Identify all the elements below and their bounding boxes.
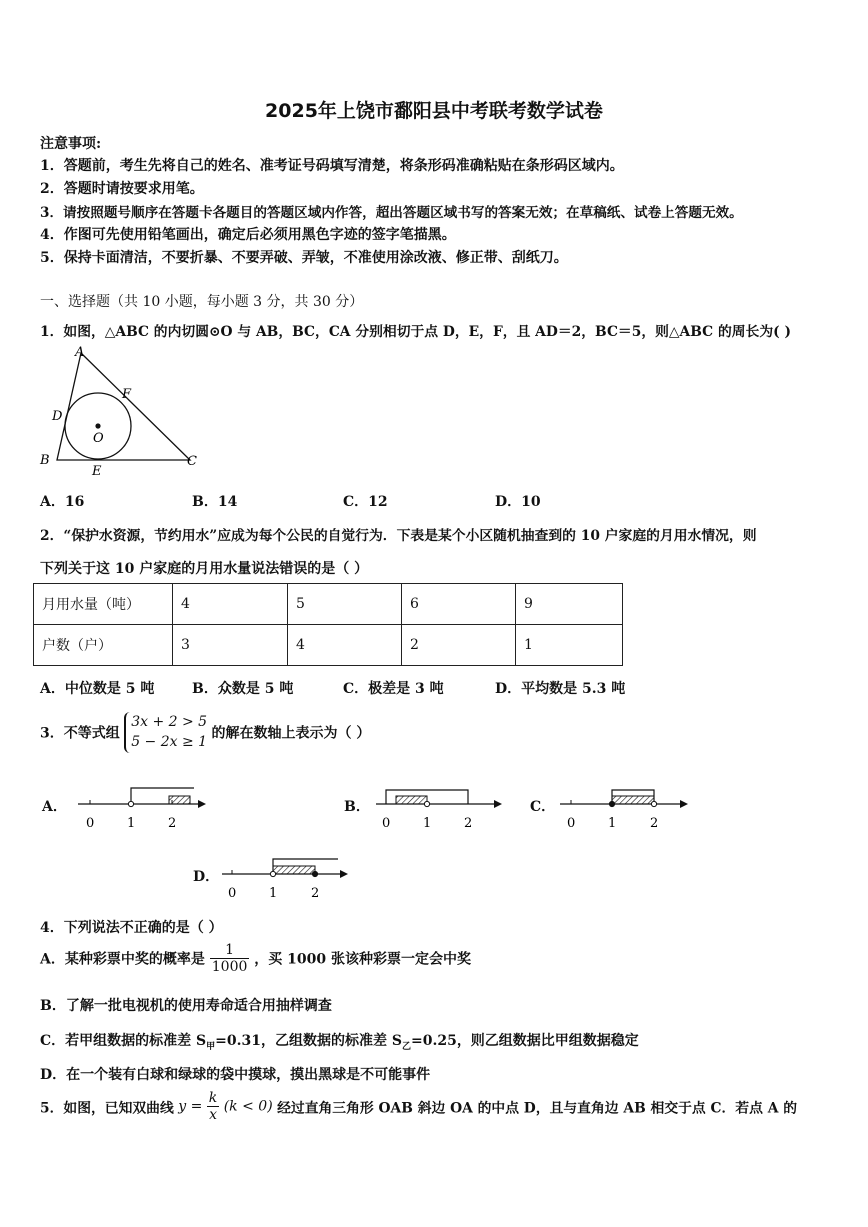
notice-item: 5．保持卡面清洁，不要折暴、不要弄破、弄皱，不准使用涂改液、修正带、刮纸刀。 <box>40 250 568 266</box>
label-F: F <box>122 387 132 402</box>
q3-suffix: 的解在数轴上表示为（ ） <box>211 725 371 742</box>
probability-fraction <box>210 942 250 975</box>
q3-option-b[interactable]: B． <box>344 799 370 815</box>
q5-condition: (k < 0) <box>223 1098 273 1115</box>
q4-option-a[interactable] <box>40 942 471 975</box>
q3-option-d[interactable]: D． <box>193 869 220 885</box>
number-line-d[interactable] <box>218 852 353 902</box>
table-cell: 户数（户） <box>34 625 173 666</box>
q5-stem <box>40 1090 797 1123</box>
tick-label: 1 <box>423 816 432 831</box>
table-cell: 4 <box>288 625 402 666</box>
tick-label: 1 <box>269 886 278 901</box>
table-cell: 5 <box>288 584 402 625</box>
q4-option-b[interactable]: B．了解一批电视机的使用寿命适合用抽样调查 <box>40 998 332 1014</box>
q2-stem-line2: 下列关于这 10 户家庭的月用水量说法错误的是（ ） <box>40 561 369 577</box>
q2-option-d[interactable]: D．平均数是 5.3 吨 <box>495 681 626 697</box>
label-B: B <box>40 453 50 468</box>
table-row <box>34 625 623 666</box>
q4-option-a-pre: A．某种彩票中奖的概率是 <box>40 951 205 968</box>
q4-option-c[interactable] <box>40 1030 639 1052</box>
subscript-jia: 甲 <box>206 1041 216 1052</box>
number-line-b[interactable] <box>372 782 507 832</box>
tick-label: 2 <box>650 816 659 831</box>
tick-label: 2 <box>168 816 177 831</box>
tick-label: 0 <box>567 816 576 831</box>
fraction-denominator: 1000 <box>211 959 248 976</box>
q2-option-a[interactable]: A．中位数是 5 吨 <box>40 681 155 697</box>
water-usage-table <box>33 583 623 666</box>
q1-option-a[interactable]: A．16 <box>40 494 85 510</box>
label-D: D <box>52 409 63 424</box>
q3-option-c[interactable]: C． <box>530 799 556 815</box>
q5-post: 经过直角三角形 OAB 斜边 OA 的中点 D，且与直角边 AB 相交于点 C．若点 A 的 <box>277 1100 797 1117</box>
tick-label: 0 <box>382 816 391 831</box>
q4-option-d[interactable]: D．在一个装有白球和绿球的袋中摸球，摸出黑球是不可能事件 <box>40 1067 431 1083</box>
notice-item: 4．作图可先使用铅笔画出，确定后必须用黑色字迹的签字笔描黑。 <box>40 227 456 243</box>
q3-option-a[interactable]: A． <box>42 799 67 815</box>
hyperbola-fraction <box>207 1090 219 1123</box>
tick-label: 0 <box>86 816 95 831</box>
label-E: E <box>92 464 102 477</box>
inequality-2: 5 − 2x ≥ 1 <box>131 734 208 751</box>
section-heading: 一、选择题（共 10 小题，每小题 3 分，共 30 分） <box>40 294 364 310</box>
q4-option-c-pre: C．若甲组数据的标准差 S <box>40 1033 207 1049</box>
table-cell: 4 <box>173 584 288 625</box>
inequality-1: 3x + 2 > 5 <box>131 714 208 730</box>
q1-option-d[interactable]: D．10 <box>495 494 541 510</box>
tick-label: 1 <box>127 816 136 831</box>
q4-option-c-mid: =0.31，乙组数据的标准差 S <box>215 1033 402 1049</box>
notice-item: 2．答题时请按要求用笔。 <box>40 181 204 197</box>
number-line-c[interactable] <box>556 782 691 832</box>
table-cell: 2 <box>402 625 516 666</box>
notice-item: 3．请按照题号顺序在答题卡各题目的答题区域内作答，超出答题区域书写的答案无效；在草稿纸、试卷上答题无效。 <box>40 205 743 221</box>
q1-option-c[interactable]: C．12 <box>343 494 388 510</box>
table-cell: 月用水量（吨） <box>34 584 173 625</box>
q3-prefix: 3．不等式组 <box>40 725 120 742</box>
table-row <box>34 584 623 625</box>
q1-triangle-figure <box>35 342 210 477</box>
notice-heading: 注意事项: <box>40 136 102 152</box>
tick-label: 0 <box>228 886 237 901</box>
table-cell: 6 <box>402 584 516 625</box>
tick-label: 1 <box>608 816 617 831</box>
q2-stem-line1: 2．“保护水资源，节约用水”应成为每个公民的自觉行为．下表是某个小区随机抽查到的 10 户家庭的月用水情况，则 <box>40 528 757 544</box>
q5-pre: 5．如图，已知双曲线 <box>40 1100 174 1117</box>
q2-option-b[interactable]: B．众数是 5 吨 <box>192 681 294 697</box>
table-cell: 3 <box>173 625 288 666</box>
fraction-numerator: 1 <box>210 942 250 959</box>
q4-option-a-post: ，买 1000 张该种彩票一定会中奖 <box>254 951 471 968</box>
fraction-denominator: x <box>209 1107 217 1124</box>
page-title: 2025年上饶市鄱阳县中考联考数学试卷 <box>265 100 603 122</box>
table-cell: 9 <box>516 584 623 625</box>
subscript-yi: 乙 <box>401 1041 411 1052</box>
inequality-system <box>124 712 207 753</box>
q1-option-b[interactable]: B．14 <box>192 494 238 510</box>
q2-option-c[interactable]: C．极差是 3 吨 <box>343 681 444 697</box>
q5-lhs: y = <box>178 1098 203 1115</box>
label-O: O <box>93 431 104 446</box>
tick-label: 2 <box>311 886 320 901</box>
q3-stem <box>40 712 370 753</box>
tick-label: 2 <box>464 816 473 831</box>
q1-stem: 1．如图，△ABC 的内切圆⊙O 与 AB，BC，CA 分别相切于点 D，E，F，且 AD＝2，BC＝5，则△ABC 的周长为( ) <box>40 324 791 340</box>
number-line-a[interactable] <box>74 782 209 832</box>
label-C: C <box>187 454 197 469</box>
q4-stem: 4．下列说法不正确的是（ ） <box>40 920 223 936</box>
table-cell: 1 <box>516 625 623 666</box>
label-A: A <box>75 345 85 360</box>
q4-option-c-post: =0.25，则乙组数据比甲组数据稳定 <box>410 1033 639 1049</box>
fraction-numerator: k <box>208 1090 218 1106</box>
notice-item: 1．答题前，考生先将自己的姓名、准考证号码填写清楚，将条形码准确粘贴在条形码区域内。 <box>40 158 624 174</box>
